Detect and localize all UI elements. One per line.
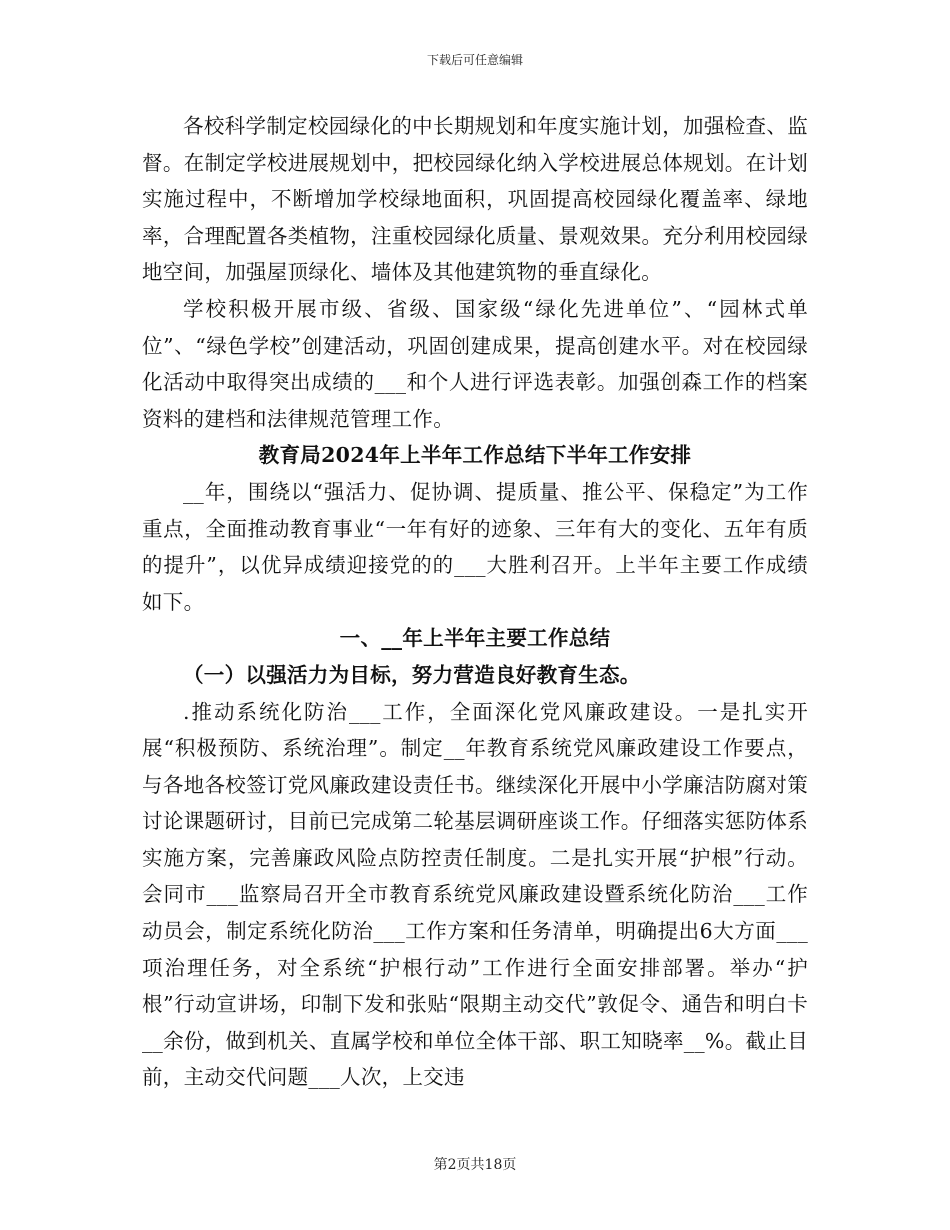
page-header-note: 下载后可任意编辑 xyxy=(426,53,523,67)
page-number: 第2页共18页 xyxy=(433,1157,517,1173)
section-heading: 一、__年上半年主要工作总结 xyxy=(339,626,611,651)
paragraph-campus-greening-plan: 各校科学制定校园绿化的中长期规划和年度实施计划，加强检查、监督。在制定学校进展规划中，把校园绿化纳入学校进展总体规划。在计划实施过程中，不断增加学校绿地面积，巩固提高校园绿化覆盖率、绿地率，合理配置各类植物，注重校园绿化质量、景观效果。充分利用校园绿地空间，加强屋顶绿化、墙体及其他建筑物的垂直绿化。 xyxy=(142,114,808,285)
paragraph-anti-corruption: .推动系统化防治___工作，全面深化党风廉政建设。一是扎实开展“积极预防、系统治理”。制定__年教育系统党风廉政建设工作要点，与各地各校签订党风廉政建设责任书。继续深化开展中小学廉洁防腐对策讨论课题研讨，目前已完成第二轮基层调研座谈工作。仔细落实惩防体系实施方案，完善廉政风险点防控责任制度。二是扎实开展“护根”行动。会同市___监察局召开全市教育系统党风廉政建设暨系统化防治___工作动员会，制定系统化防治___工作方案和任务清单，明确提出6大方面___项治理任务，对全系统“护根行动”工作进行全面安排部署。举办“护根”行动宣讲场，印制下发和张贴“限期主动交代”敦促令、通告和明白卡__余份，做到机关、直属学校和单位全体干部、职工知晓率__%。截止目前，主动交代问题___人次，上交违 xyxy=(142,699,808,1090)
paragraph-annual-goals: __年，围绕以“强活力、促协调、提质量、推公平、保稳定”为工作重点，全面推动教育事业“一年有好的迹象、三年有大的变化、五年有质的提升”，以优异成绩迎接党的的___大胜利召开。上半年主要工作成绩如下。 xyxy=(142,479,808,614)
subsection-heading: （一）以强活力为目标，努力营造良好教育生态。 xyxy=(183,662,641,687)
paragraph-green-school-activities: 学校积极开展市级、省级、国家级“绿化先进单位”、“园林式单位”、“绿色学校”创建活动，巩固创建成果，提高创建水平。对在校园绿化活动中取得突出成绩的___和个人进行评选表彰。加强创森工作的档案资料的建档和法律规范管理工作。 xyxy=(142,296,808,431)
document-title: 教育局2024年上半年工作总结下半年工作安排 xyxy=(258,443,692,468)
document-body xyxy=(142,108,808,1096)
